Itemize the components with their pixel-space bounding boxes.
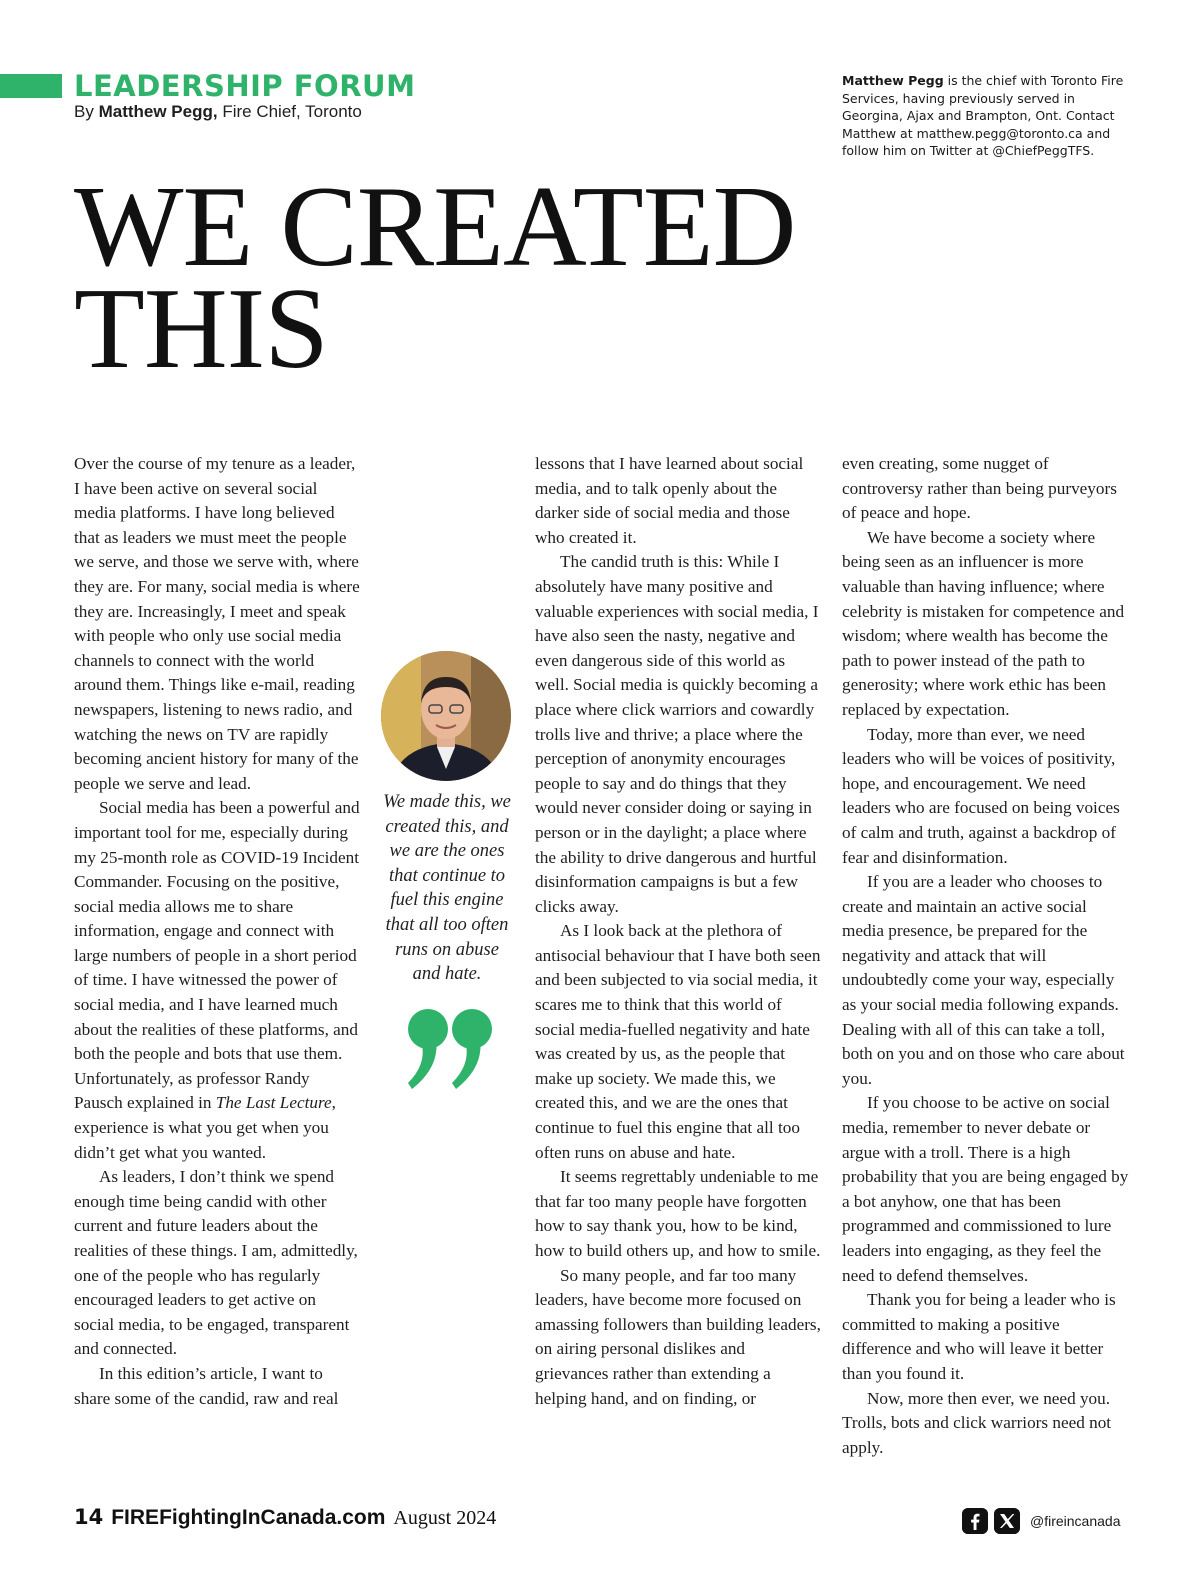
paragraph: It seems regrettably undeniable to me that far too many people have forgotten how to say thank you, how to be kind, how to build others up, and how to smile. xyxy=(535,1167,821,1260)
article-column-3 xyxy=(842,452,1132,1460)
byline-author: Matthew Pegg, xyxy=(98,102,218,121)
issue-date: August 2024 xyxy=(393,1507,497,1529)
section-title: LEADERSHIP FORUM xyxy=(74,69,416,103)
closing-quote-icon xyxy=(400,1005,510,1095)
paragraph: So many people, and far too many leaders, have become more focused on amassing followers than building leaders, on airing personal dislikes and grievances rather than extending a helping hand, and on finding, or xyxy=(535,1265,821,1408)
site-url[interactable]: FIREFightingInCanada.com xyxy=(111,1506,386,1529)
paragraph-text: , experience is what you get when you didn’t get what you wanted. xyxy=(74,1093,336,1162)
paragraph: In this edition’s article, I want to share some of the candid, raw and real xyxy=(74,1363,339,1408)
paragraph: Thank you for being a leader who is committed to making a positive difference and who will leave it better than you found it. xyxy=(842,1290,1116,1383)
paragraph: even creating, some nugget of controversy rather than being purveyors of peace and hope. xyxy=(842,454,1117,523)
headline-line-2: THIS xyxy=(74,265,328,393)
paragraph: Over the course of my tenure as a leader, I have been active on several social media platforms. I have long believed that as leaders we must meet the people we serve, and those we serve with, where they are. For many, social media is where they are. Increasingly, I meet and speak with people who only use social media channels to connect with the world around them. Things like e-mail, reading newspapers, listening to news radio, and watching the news on TV are rapidly becoming ancient history for many of the people we serve and lead. xyxy=(74,454,360,793)
article-column-2 xyxy=(535,452,821,1411)
facebook-icon[interactable] xyxy=(962,1508,988,1534)
article-headline xyxy=(74,163,1134,393)
paragraph-text: Social media has been a powerful and important tool for me, especially during my 25-month role as COVID-19 Incident Commander. Focusing on the positive, social media allows me to share information, engage and connect with large numbers of people in a short period of time. I have witnessed the power of social media, and I have learned much about the realities of these platforms, and both the people and bots that use them. Unfortunately, as professor Randy Pausch explained in xyxy=(74,798,360,1113)
social-handle[interactable]: @fireincanada xyxy=(1030,1513,1121,1529)
paragraph: As I look back at the plethora of antisocial behaviour that I have both seen and been subjected to via social media, it scares me to think that this world of social media-fuelled negativity and hate was created by us, as the people that make up society. We made this, we created this, and we are the ones that continue to fuel this engine that all too often runs on abuse and hate. xyxy=(535,921,821,1162)
byline-prefix: By xyxy=(74,102,94,121)
paragraph: lessons that I have learned about social media, and to talk openly about the darker side of social media and those who created it. xyxy=(535,454,804,547)
byline xyxy=(74,102,362,122)
bio-text: is the chief with Toronto Fire Services, having previously served in Georgina, Ajax and Brampton, Ont. Contact Matthew at matthew.pegg@toronto.ca and follow him on Twitter at @ChiefPeggTFS. xyxy=(842,73,1124,158)
article-column-1 xyxy=(74,452,360,1411)
author-photo xyxy=(381,651,511,781)
page-number: 14 xyxy=(74,1505,104,1529)
paragraph: As leaders, I don’t think we spend enough time being candid with other current and future leaders about the realities of these things. I am, admittedly, one of the people who has regularly encouraged leaders to get active on social media, to be engaged, transparent and connected. xyxy=(74,1167,358,1359)
paragraph: Now, more then ever, we need you. Trolls, bots and click warriors need not apply. xyxy=(842,1388,1112,1457)
byline-role: Fire Chief, Toronto xyxy=(222,102,362,121)
paragraph: We have become a society where being seen as an influencer is more valuable than having influence; where celebrity is mistaken for competence and wisdom; where wealth has become the path to power instead of the path to generosity; where work ethic has been replaced by expectation. xyxy=(842,527,1125,719)
paragraph xyxy=(74,796,360,1165)
author-photo-image xyxy=(381,651,511,781)
paragraph: Today, more than ever, we need leaders who will be voices of positivity, hope, and encouragement. We need leaders who are focused on being voices of calm and truth, against a backdrop of fear and disinformation. xyxy=(842,724,1120,867)
author-bio xyxy=(842,72,1132,160)
pull-quote: We made this, we created this, and we are the ones that continue to fuel this engine that all too often runs on abuse and hate. xyxy=(383,792,511,985)
paragraph: If you are a leader who chooses to create and maintain an active social media presence, be prepared for the negativity and attack that will undoubtedly come your way, especially as your social media following expands. Dealing with all of this can take a toll, both on you and on those who care about you. xyxy=(842,872,1125,1088)
book-title: The Last Lecture xyxy=(215,1093,332,1113)
bio-name: Matthew Pegg xyxy=(842,73,944,88)
section-accent-bar xyxy=(0,74,62,98)
x-twitter-icon[interactable] xyxy=(994,1508,1020,1534)
paragraph: If you choose to be active on social media, remember to never debate or argue with a troll. There is a high probability that you are being engaged by a bot anyhow, one that has been programmed and commissioned to lure leaders into engaging, as they feel the need to defend themselves. xyxy=(842,1093,1129,1285)
page-footer xyxy=(74,1505,496,1530)
headline-line-1: WE CREATED xyxy=(74,163,796,291)
paragraph: The candid truth is this: While I absolutely have many positive and valuable experiences with social media, I have also seen the nasty, negative and even dangerous side of this world as well. Social media is quickly becoming a place where click warriors and cowardly trolls live and thrive; a place where the perception of anonymity encourages people to say and do things that they would never consider doing or saying in person or in the daylight; a place where the ability to drive dangerous and hurtful disinformation campaigns is but a few clicks away. xyxy=(535,552,819,916)
social-links xyxy=(962,1508,1121,1534)
